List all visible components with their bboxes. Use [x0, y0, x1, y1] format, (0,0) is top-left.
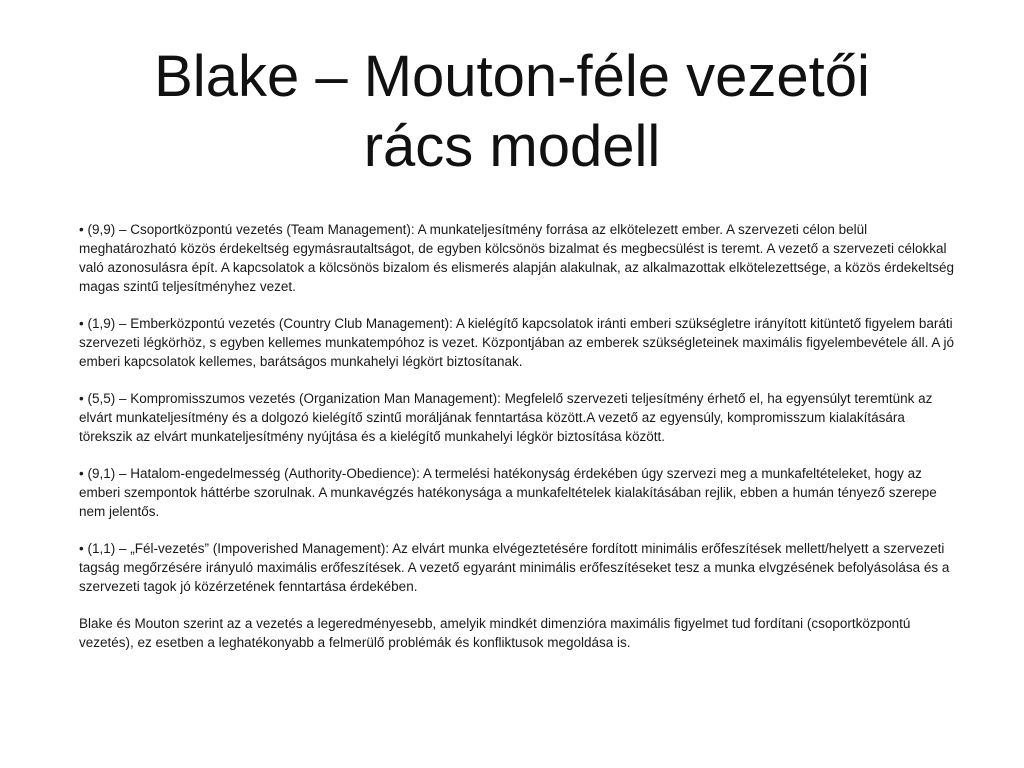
- slide-title-line-1: Blake – Mouton-féle vezetői: [154, 44, 870, 109]
- slide-title-line-2: rács modell: [363, 114, 661, 179]
- paragraph-authority-obedience: • (9,1) – Hatalom-engedelmesség (Authority-Obedience): A termelési hatékonyság érdekében úgy szervezi meg a munkafeltételeket, hogy az emberi szempontok háttérbe szorulnak. A munkavégzés hatékonysága a munkafeltételek kialakításában rejlik, ebben a humán tényező szerepe nem jelentős.: [79, 466, 937, 519]
- paragraph-impoverished-management: • (1,1) – „Fél-vezetés” (Impoverished Management): Az elvárt munka elvégeztetésére fordított minimális erőfeszítések mellett/helyett a szervezeti tagság megőrzésére irányuló maximális erőfeszítések. A vezető egyaránt minimális erőfeszítéseket tesz a munka elvgzésének befolyásolása és a szervezeti tagok jó közérzetének fenntartása érdekében.: [79, 541, 950, 594]
- slide-title: [60, 42, 964, 182]
- paragraph-country-club-management: • (1,9) – Emberközpontú vezetés (Country Club Management): A kielégítő kapcsolatok iránti emberi szükségletre irányított kitüntető figyelem baráti szervezeti légkörhöz, s egyben kellemes munkatempóhoz is vezet. Központjában az emberek szükségleteinek maximális figyelembevétele áll. A jó emberi kapcsolatok kellemes, barátságos munkahelyi légkört biztosítanak.: [79, 316, 954, 369]
- paragraph-team-management: • (9,9) – Csoportközpontú vezetés (Team Management): A munkateljesítmény forrása az elkötelezett ember. A szervezeti célon belül meghatározható közös érdekeltség egymásrautaltságot, de egyben kölcsönös bizalmat és megbecsülést is teremt. A vezető a szervezeti célokkal való azonosulásra épít. A kapcsolatok a kölcsönös bizalom és elismerés alapján alakulnak, az alkalmazottak elkötelezettsége, a közös érdekeltség magas szintű teljesítményhez vezet.: [79, 222, 954, 294]
- paragraph-conclusion: Blake és Mouton szerint az a vezetés a legeredményesebb, amelyik mindkét dimenzióra maximális figyelmet tud fordítani (csoportközpontú vezetés), ez esetben a leghatékonyabb a felmerülő problémák és konfliktusok megoldása is.: [79, 616, 911, 650]
- slide-body: [79, 220, 959, 652]
- paragraph-organization-man-management: • (5,5) – Kompromisszumos vezetés (Organization Man Management): Megfelelő szervezeti teljesítmény érhető el, ha egyensúlyt teremtünk az elvárt munkateljesítmény és a dolgozó kielégítő szintű moráljának fenntartása között.A vezető az egyensúly, kompromisszum kialakítására törekszik az elvárt munkateljesítmény nyújtása és a kielégítő munkahelyi légkör biztosítása között.: [79, 391, 933, 444]
